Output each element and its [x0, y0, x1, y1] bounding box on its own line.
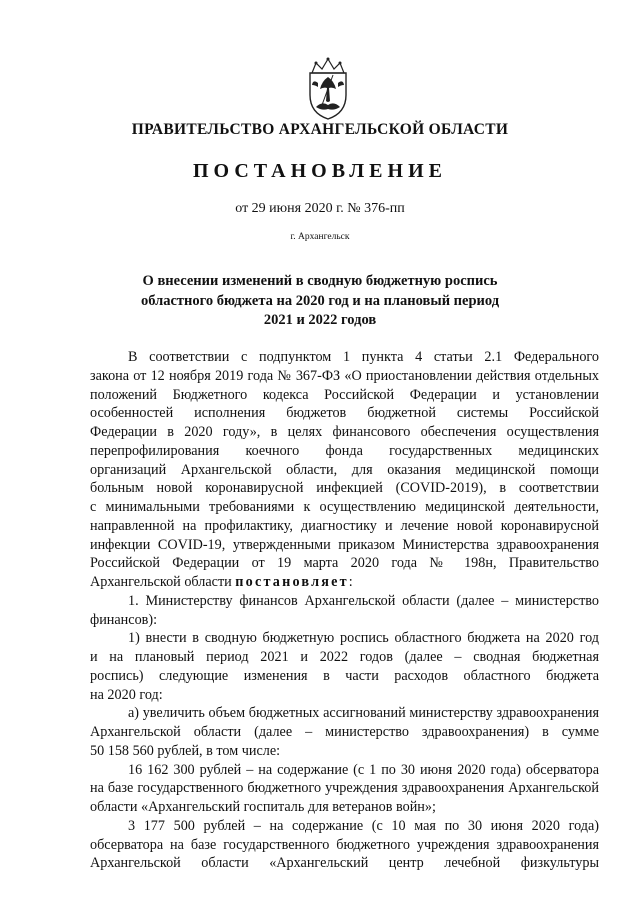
body-line: Архангельской области [90, 574, 236, 590]
body-line: а) увеличить объем бюджетных ассигнований министерству здравоохранения [128, 705, 599, 722]
body-line: В соответствии с подпунктом 1 пункта 4 статьи 2.1 Федерального [128, 349, 599, 365]
body-line: 1) внести в сводную бюджетную роспись областного бюджета на 2020 год [128, 630, 599, 647]
decree-title [140, 272, 500, 331]
body-line-resolve [90, 573, 599, 592]
body-line: организаций Архангельской области, для оказания медицинской помощи [90, 461, 599, 478]
title-line: О внесении изменений в сводную бюджетную роспись [142, 273, 498, 289]
body-line: 16 162 300 рублей – на содержание (с 1 по 30 июня 2020 года) обсерватора [128, 761, 599, 778]
resolve-colon: : [348, 574, 353, 590]
body-line: инфекции COVID-19, утвержденными приказом Министерства здравоохранения [90, 536, 599, 553]
body-line: и на плановый период 2021 и 2022 годов (далее – сводная бюджетная [90, 649, 599, 665]
coat-of-arms-emblem [300, 55, 356, 121]
body-line: Архангельской области (далее – министерство здравоохранения) в сумме [90, 724, 599, 740]
body-line: закона от 12 ноября 2019 года № 367-ФЗ «О приостановлении действия отдельных [90, 367, 599, 384]
decree-date-number: от 29 июня 2020 г. № 376-пп [235, 201, 405, 216]
body-line: Архангельской области «Архангельский центр лечебной физкультуры [90, 855, 599, 872]
document-type: ПОСТАНОВЛЕНИЕ [193, 160, 447, 182]
body-line: финансов): [90, 611, 158, 628]
body-line: роспись) следующие изменения в части расходов областного бюджета [90, 667, 599, 684]
body-line: на 2020 год: [90, 686, 163, 703]
body-line: 1. Министерству финансов Архангельской области (далее – министерство [128, 592, 599, 609]
title-line: областного бюджета на 2020 год и на плановый период [140, 292, 500, 309]
body-line: Российской Федерации от 19 марта 2020 года № 198н, Правительство [90, 555, 599, 572]
body-line: 3 177 500 рублей – на содержание (с 10 мая по 30 июня 2020 года) [128, 817, 599, 834]
body-line: области «Архангельский госпиталь для ветеранов войн»; [90, 799, 436, 815]
decree-body [90, 348, 599, 873]
body-line: Федерации в 2020 году», в целях финансового обеспечения осуществления [90, 424, 599, 440]
body-line: на базе государственного бюджетного учреждения здравоохранения Архангельской [90, 780, 599, 797]
body-line: особенностей исполнения бюджетов бюджетной системы Российской [90, 405, 599, 422]
body-line: с минимальными требованиями к осуществлению медицинской деятельности, [90, 499, 599, 515]
title-line: 2021 и 2022 годов [263, 312, 377, 328]
body-line: обсерватора на базе государственного бюджетного учреждения здравоохранения [90, 836, 599, 853]
government-name: ПРАВИТЕЛЬСТВО АРХАНГЕЛЬСКОЙ ОБЛАСТИ [131, 121, 509, 138]
body-line: положений Бюджетного кодекса Российской Федерации и установлении [90, 386, 599, 403]
body-line: 50 158 560 рублей, в том числе: [90, 742, 281, 759]
body-line: больным новой коронавирусной инфекцией (COVID-2019), в соответствии [90, 480, 599, 497]
body-line: перепрофилирования коечного фонда государственных медицинских [90, 442, 599, 459]
resolve-word: постановляет [235, 574, 349, 590]
issue-city: г. Архангельск [290, 232, 350, 242]
body-line: направленной на профилактику, диагностику и лечение новой коронавирусной [90, 517, 599, 534]
